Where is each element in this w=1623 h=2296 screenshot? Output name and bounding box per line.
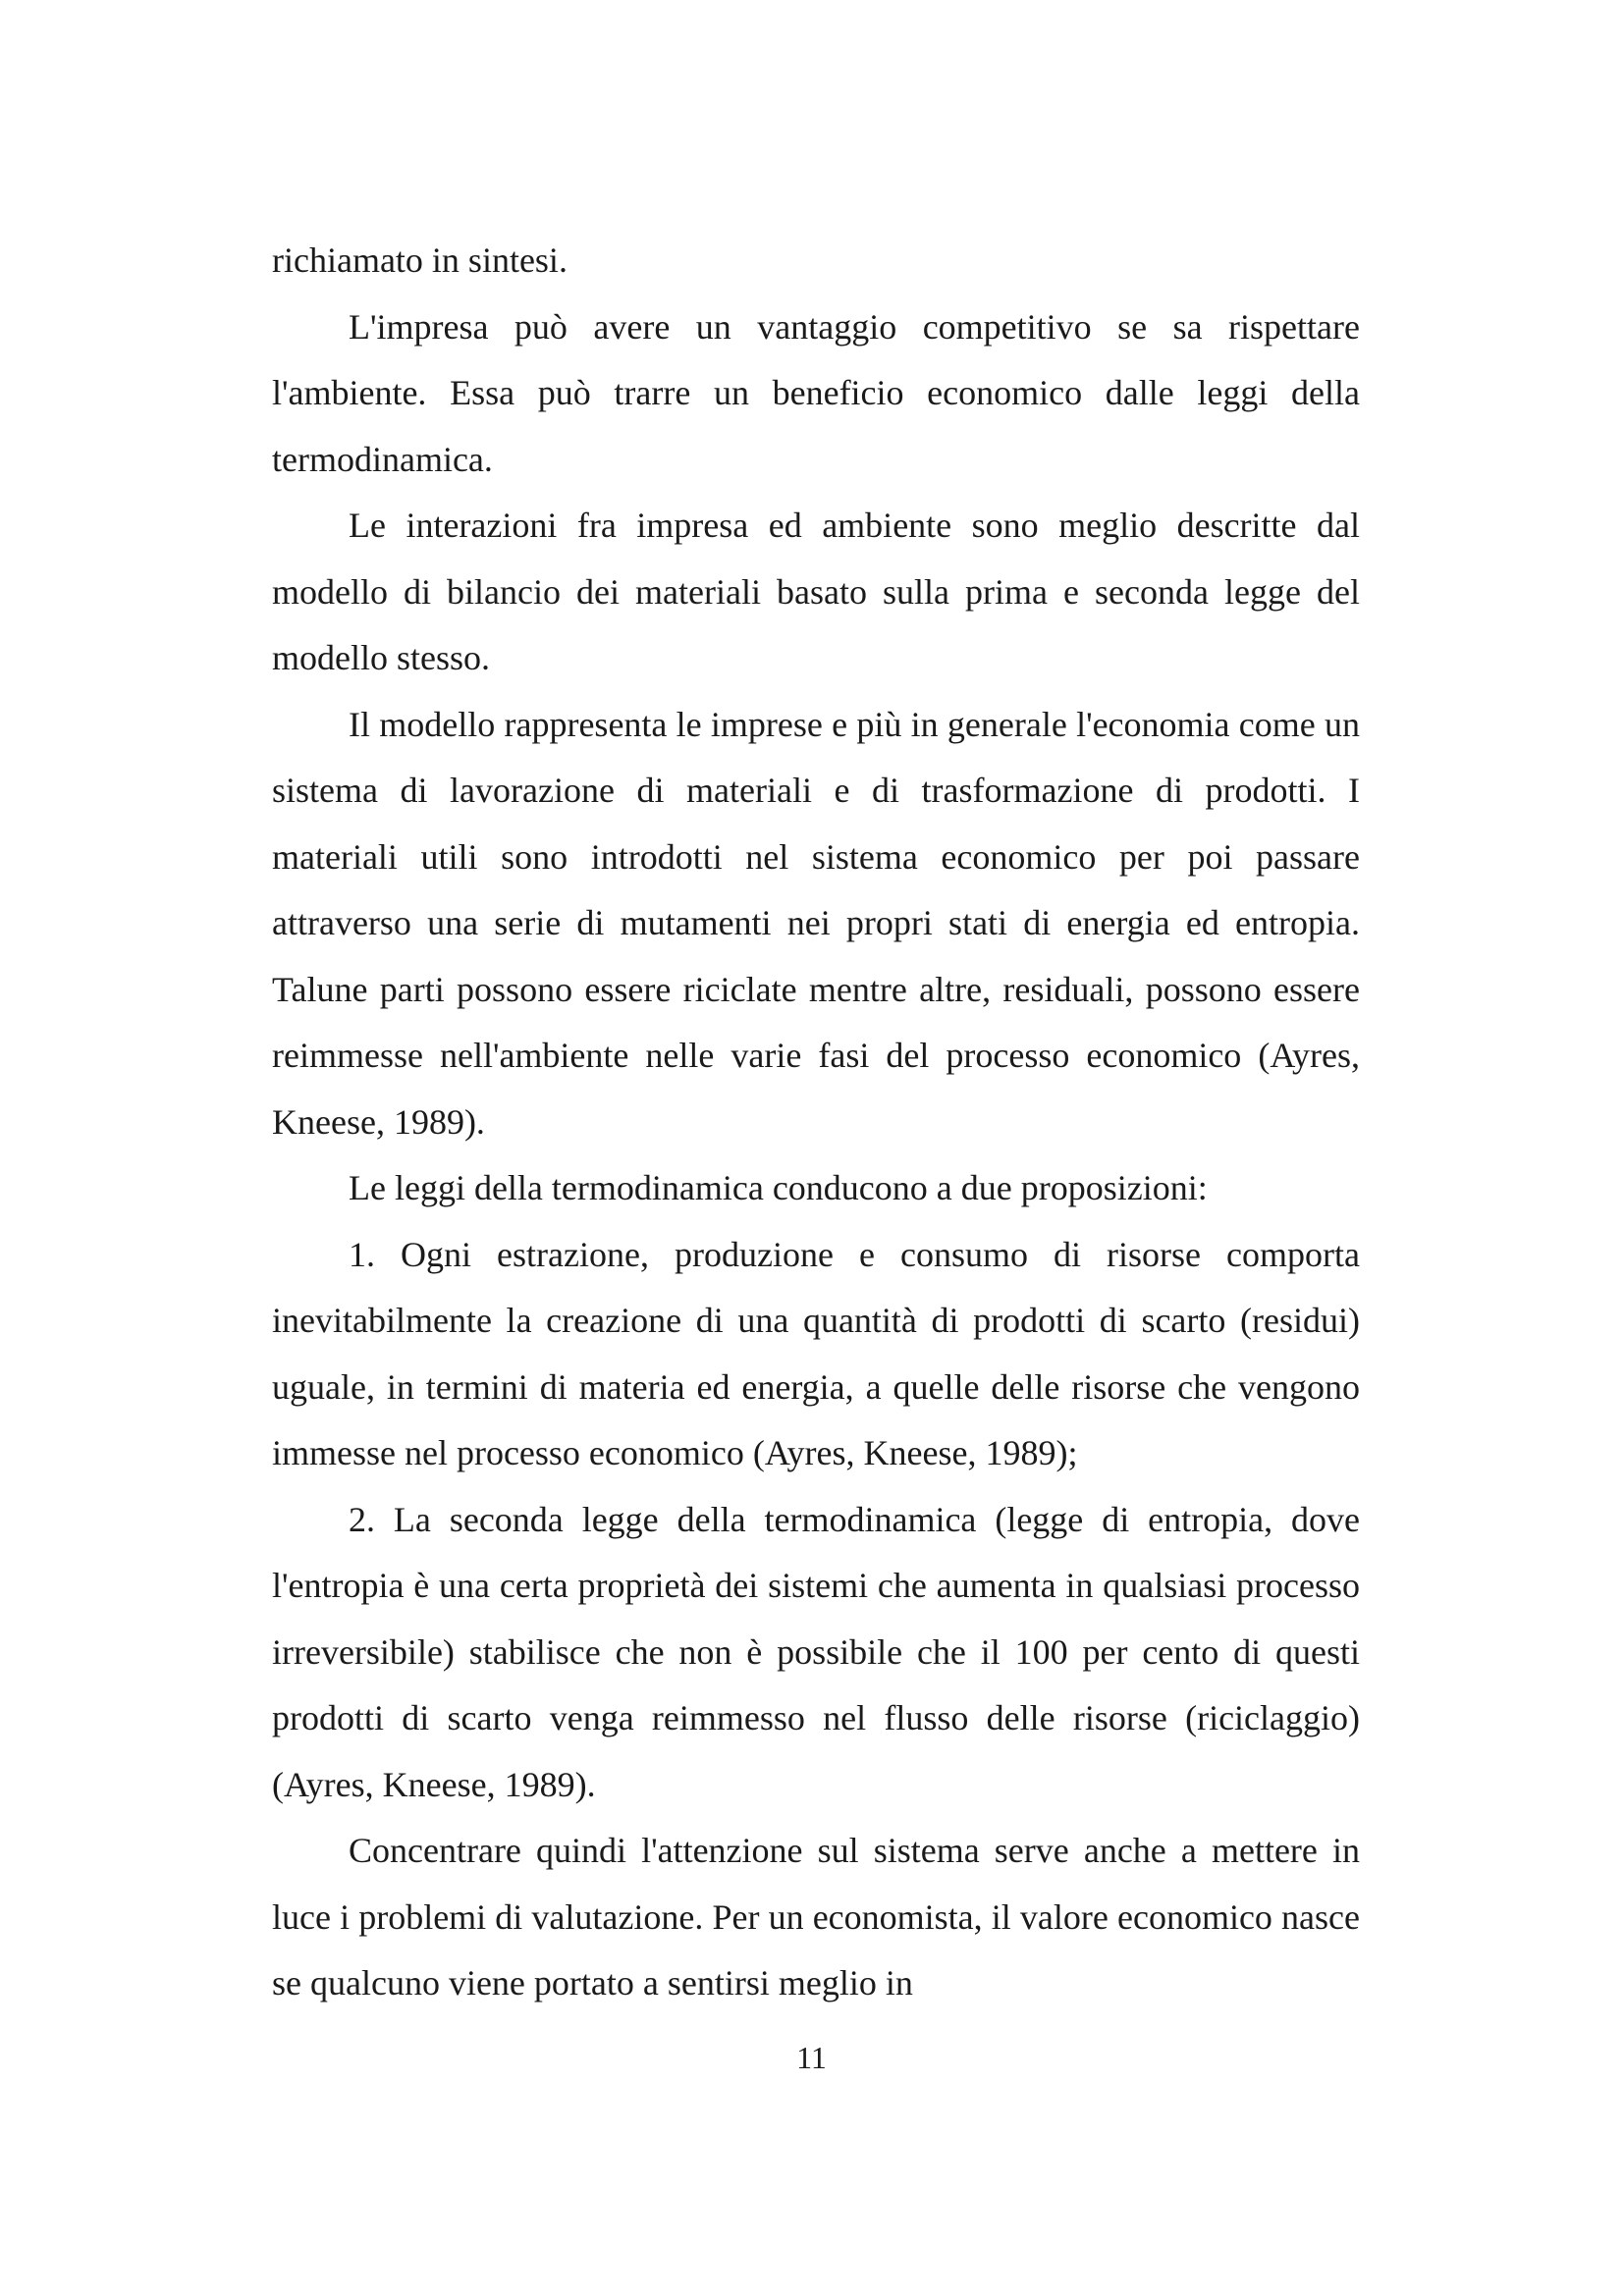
body-text bbox=[272, 228, 1360, 2017]
paragraph-thermodynamics-laws: Le leggi della termodinamica conducono a due proposizioni: bbox=[349, 1168, 1208, 1207]
list-item-second-proposition: 2. La seconda legge della termodinamica (legge di entropia, dove l'entropia è una certa proprietà dei sistemi che aumenta in qualsiasi processo irreversibile) stabilisce che non è possibile che il 100 per cento di questi prodotti di scarto venga reimmesso nel flusso delle risorse (riciclaggio) (Ayres, Kneese, 1989). bbox=[272, 1499, 1360, 1804]
paragraph-economy-as-system: Il modello rappresenta le imprese e più in generale l'economia come un sistema di lavorazione di materiali e di trasformazione di prodotti. I materiali utili sono introdotti nel sistema economico per poi passare attraverso una serie di mutamenti nei propri stati di energia ed entropia. Talune parti possono essere riciclate mentre altre, residuali, possono essere reimmesse nell'ambiente nelle varie fasi del processo economico (Ayres, Kneese, 1989). bbox=[272, 704, 1360, 1142]
list-item-first-proposition: 1. Ogni estrazione, produzione e consumo di risorse comporta inevitabilmente la creazione di una quantità di prodotti di scarto (residui) uguale, in termini di materia ed energia, a quelle delle risorse che vengono immesse nel processo economico (Ayres, Kneese, 1989); bbox=[272, 1234, 1360, 1472]
paragraph-valuation-problems: Concentrare quindi l'attenzione sul sistema serve anche a mettere in luce i problemi di valutazione. Per un economista, il valore economico nasce se qualcuno viene portato a sentirsi meglio in bbox=[272, 1831, 1360, 2002]
page-number: 11 bbox=[796, 2040, 827, 2075]
paragraph-competitive-advantage: L'impresa può avere un vantaggio competitivo se sa rispettare l'ambiente. Essa può trarre un beneficio economico dalle leggi della termodinamica. bbox=[272, 306, 1360, 479]
paragraph-continuation: richiamato in sintesi. bbox=[272, 240, 568, 280]
paragraph-material-balance-model: Le interazioni fra impresa ed ambiente sono meglio descritte dal modello di bilancio dei materiali basato sulla prima e seconda legge del modello stesso. bbox=[272, 506, 1360, 677]
